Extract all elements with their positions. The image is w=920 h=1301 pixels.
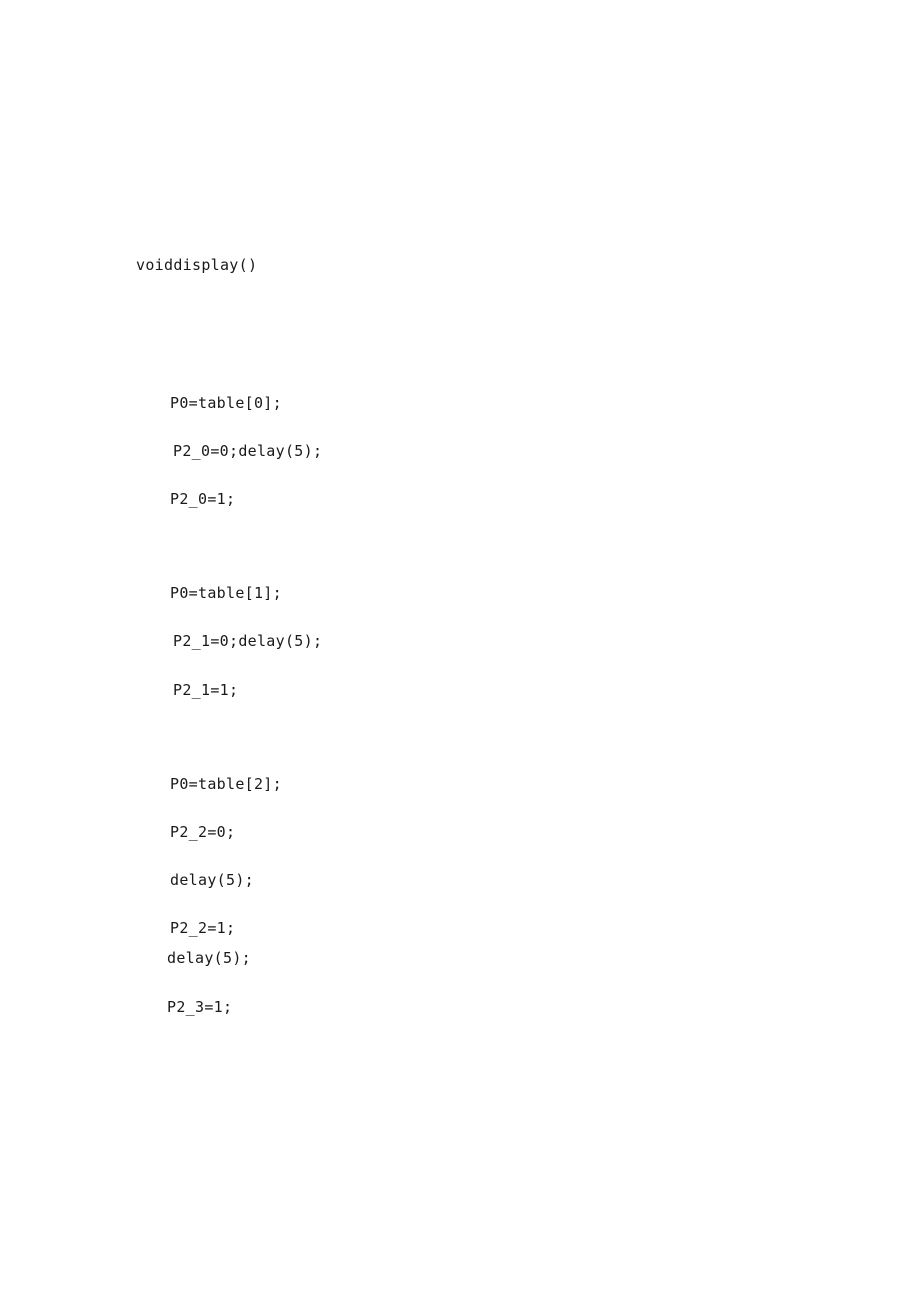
- code-line: P2_0=1;: [170, 490, 236, 508]
- code-line: delay(5);: [170, 871, 254, 889]
- function-signature: voiddisplay(): [136, 256, 258, 274]
- code-line: P2_0=0;delay(5);: [173, 442, 323, 460]
- code-line: P2_2=1;: [170, 919, 236, 937]
- code-line: P2_1=0;delay(5);: [173, 632, 323, 650]
- code-line: P0=table[1];: [170, 584, 282, 602]
- code-line: P2_3=1;: [167, 998, 233, 1016]
- code-line: P2_2=0;: [170, 823, 236, 841]
- code-line: P0=table[2];: [170, 775, 282, 793]
- code-line: P2_1=1;: [173, 681, 239, 699]
- code-line: P0=table[0];: [170, 394, 282, 412]
- code-line: delay(5);: [167, 949, 251, 967]
